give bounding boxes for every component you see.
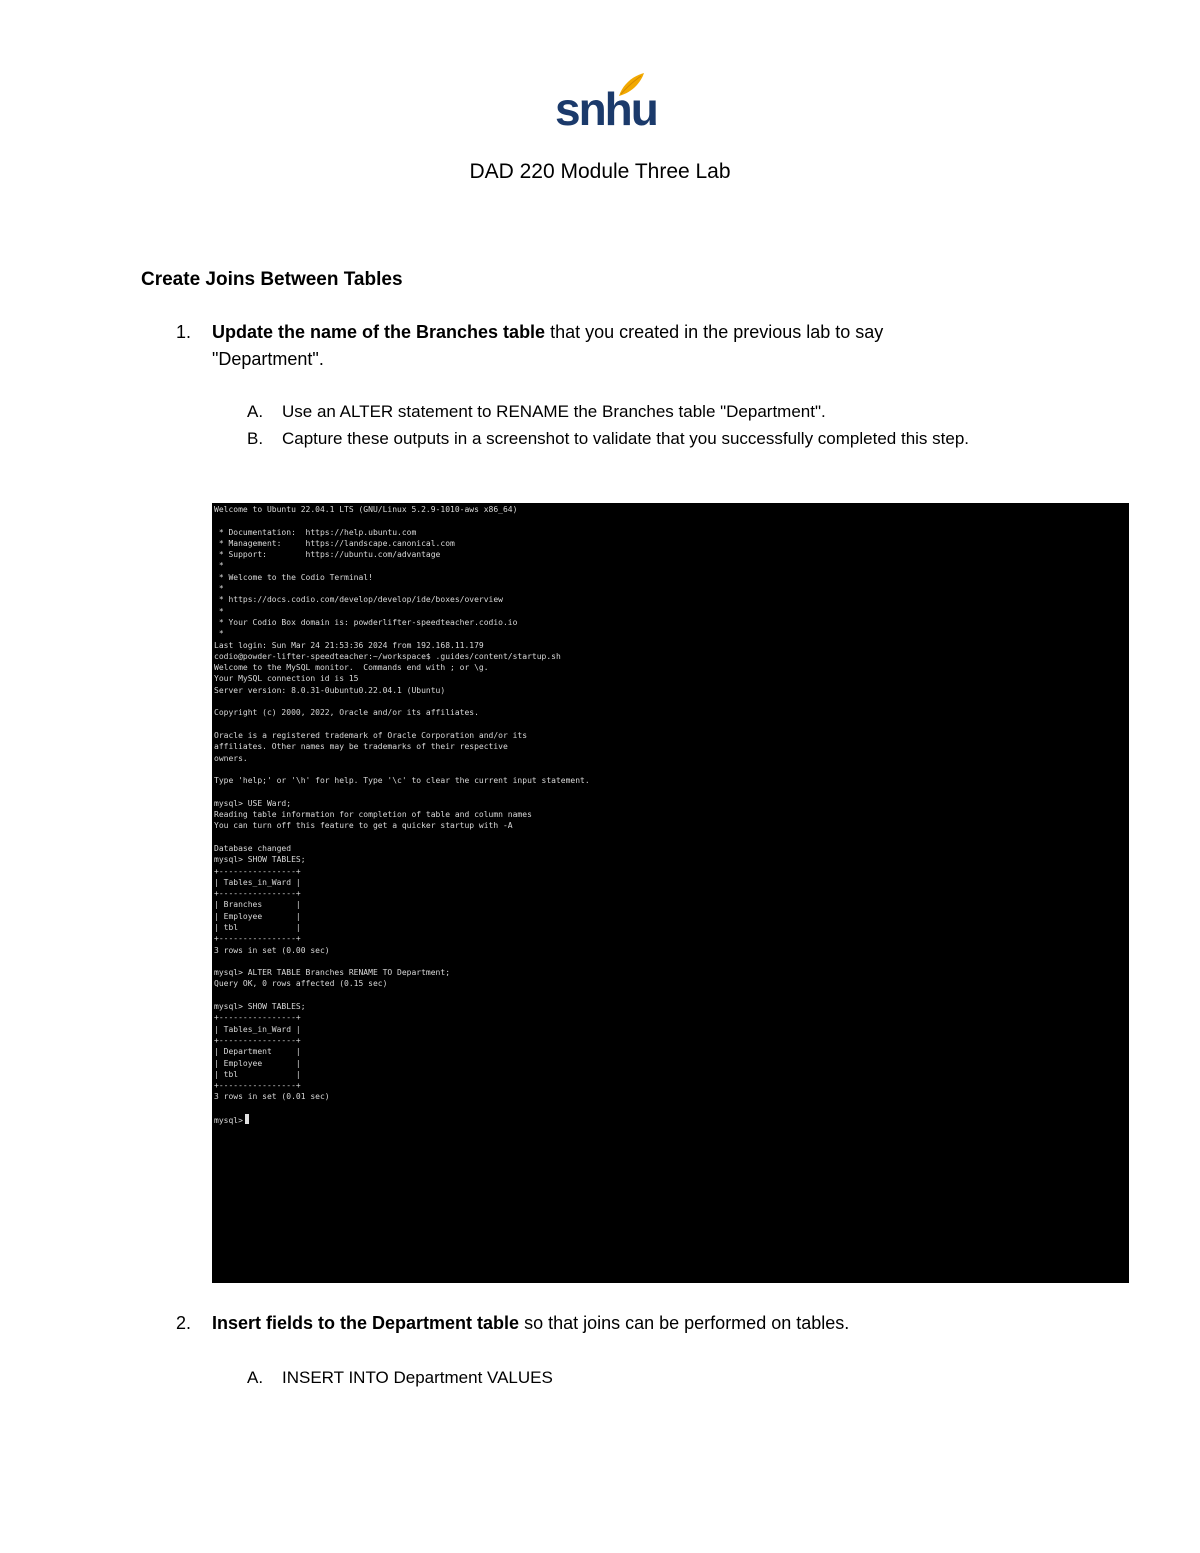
step-text: [212, 319, 992, 373]
terminal-line: Reading table information for completion of table and column names: [214, 810, 532, 820]
terminal-line: +----------------+: [214, 1081, 301, 1091]
terminal-line: | tbl |: [214, 922, 301, 932]
terminal-line: [214, 990, 590, 1001]
step-text: [212, 1310, 992, 1337]
terminal-line: affiliates. Other names may be trademarks of their respective: [214, 742, 508, 752]
terminal-line: *: [214, 606, 224, 616]
terminal-line: [214, 956, 590, 967]
terminal-line: Type 'help;' or '\h' for help. Type '\c' to clear the current input statement.: [214, 776, 590, 786]
terminal-line: * https://docs.codio.com/develop/develop/ide/boxes/overview: [214, 595, 503, 605]
terminal-line: [214, 1103, 590, 1114]
sub-text: Capture these outputs in a screenshot to validate that you successfully completed this step.: [282, 429, 969, 448]
terminal-line: Your MySQL connection id is 15: [214, 674, 359, 684]
step-number: 1.: [176, 322, 192, 342]
terminal-line: codio@powder-lifter-speedteacher:~/workspace$ .guides/content/startup.sh: [214, 651, 561, 661]
terminal-line: [214, 719, 590, 730]
terminal-line: Server version: 8.0.31-0ubuntu0.22.04.1 (Ubuntu): [214, 685, 446, 695]
terminal-line: mysql>: [214, 1114, 590, 1125]
terminal-line: Welcome to the MySQL monitor. Commands end with ; or \g.: [214, 663, 489, 673]
step-bold-text: Insert fields to the Department table: [212, 1313, 520, 1333]
document-title: DAD 220 Module Three Lab: [469, 160, 731, 183]
section-heading: Create Joins Between Tables: [141, 269, 403, 290]
sub-letter: A.: [247, 1368, 264, 1387]
terminal-line: mysql> SHOW TABLES;: [214, 1002, 306, 1012]
terminal-line: [214, 832, 590, 843]
terminal-line: * Welcome to the Codio Terminal!: [214, 572, 373, 582]
terminal-line: mysql> USE Ward;: [214, 798, 292, 808]
terminal-line: *: [214, 584, 224, 594]
step-bold-text: Update the name of the Branches table: [212, 322, 546, 342]
terminal-line: +----------------+: [214, 934, 301, 944]
terminal-line: Query OK, 0 rows affected (0.15 sec): [214, 979, 388, 989]
terminal-line: Welcome to Ubuntu 22.04.1 LTS (GNU/Linux 5.2.9-1010-aws x86_64): [214, 505, 518, 514]
step-regular-text: so that joins can be performed on tables.: [519, 1313, 850, 1333]
terminal-line: +----------------+: [214, 1035, 301, 1045]
terminal-line: +----------------+: [214, 1013, 301, 1023]
terminal-line: Copyright (c) 2000, 2022, Oracle and/or its affiliates.: [214, 708, 479, 718]
terminal-line: * Support: https://ubuntu.com/advantage: [214, 550, 441, 560]
step-number: 2.: [176, 1313, 192, 1333]
terminal-line: [214, 696, 590, 707]
terminal-line: [214, 786, 590, 797]
step-regular-text: that you created in the previous lab to say "Department".: [212, 322, 884, 369]
terminal-line: * Your Codio Box domain is: powderlifter-speedteacher.codio.io: [214, 617, 518, 627]
terminal-line: | Branches |: [214, 900, 301, 910]
terminal-line: * Management: https://landscape.canonical.com: [214, 538, 455, 548]
terminal-line: owners.: [214, 753, 248, 763]
sub-text: INSERT INTO Department VALUES: [282, 1368, 553, 1387]
terminal-line: | Tables_in_Ward |: [214, 1024, 301, 1034]
terminal-line: 3 rows in set (0.01 sec): [214, 1092, 330, 1102]
logo-text: snhu: [555, 83, 657, 135]
terminal-line: Last login: Sun Mar 24 21:53:36 2024 from 192.168.11.179: [214, 640, 484, 650]
terminal-cursor: [245, 1114, 249, 1124]
terminal-line: * Documentation: https://help.ubuntu.com: [214, 527, 417, 537]
terminal-line: | Department |: [214, 1047, 301, 1057]
terminal-line: mysql> ALTER TABLE Branches RENAME TO Department;: [214, 968, 451, 978]
terminal-line: Oracle is a registered trademark of Oracle Corporation and/or its: [214, 730, 528, 740]
terminal-line: 3 rows in set (0.00 sec): [214, 945, 330, 955]
sub-letter: A.: [247, 402, 264, 421]
sub-text: Use an ALTER statement to RENAME the Branches table "Department".: [282, 402, 826, 421]
terminal-line: *: [214, 629, 224, 639]
terminal-line: | tbl |: [214, 1069, 301, 1079]
terminal-line: Database changed: [214, 843, 292, 853]
terminal-line: You can turn off this feature to get a quicker startup with -A: [214, 821, 513, 831]
terminal-line: *: [214, 561, 224, 571]
terminal-line: | Tables_in_Ward |: [214, 877, 301, 887]
terminal-line: mysql> SHOW TABLES;: [214, 855, 306, 865]
terminal-line: [214, 515, 590, 526]
snhu-logo: [555, 72, 657, 135]
terminal-line: | Employee |: [214, 1058, 301, 1068]
terminal-line: +----------------+: [214, 889, 301, 899]
terminal-output: [214, 504, 590, 1125]
terminal-line: +----------------+: [214, 866, 301, 876]
sub-letter: B.: [247, 429, 264, 448]
terminal-line: [214, 764, 590, 775]
terminal-line: | Employee |: [214, 911, 301, 921]
terminal-screenshot: [212, 503, 1129, 1283]
